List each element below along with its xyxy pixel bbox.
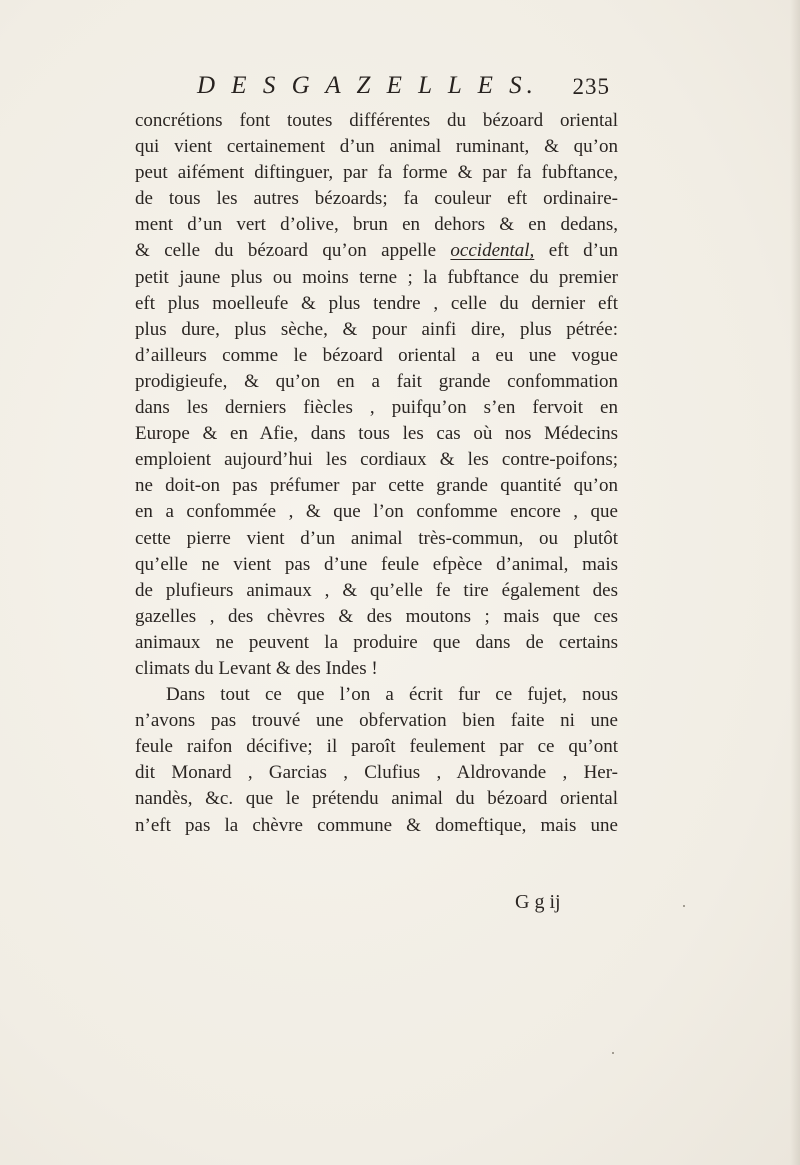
- text-segment: n’eft pas la chèvre commune & domeftique, mais une: [135, 814, 618, 836]
- page-number: 235: [572, 74, 610, 99]
- paper-speck: [612, 1052, 614, 1054]
- text-line: [135, 734, 618, 760]
- text-line: [135, 473, 618, 499]
- running-head: D E S G A Z E L L E S.: [197, 72, 538, 99]
- text-segment: eft d’un: [534, 240, 618, 262]
- text-segment: ne doit-on pas préfumer par cette grande quantité qu’on: [135, 475, 618, 497]
- paper-speck: [683, 905, 685, 907]
- text-segment: Europe & en Afie, dans tous les cas où nos Médecins: [135, 423, 618, 445]
- text-line: [135, 630, 618, 656]
- italic-term: occidental,: [450, 240, 535, 262]
- text-line: [135, 238, 618, 264]
- text-segment: dit Monard , Garcias , Clufius , Aldrovande , Her-: [135, 762, 618, 784]
- text-line: [135, 786, 618, 812]
- text-segment: prodigieufe, & qu’on en a fait grande confommation: [135, 370, 618, 392]
- text-line: [135, 134, 618, 160]
- text-line: [135, 186, 618, 212]
- text-segment: petit jaune plus ou moins terne ; la fubftance du premier: [135, 266, 618, 288]
- text-segment: qui vient certainement d’un animal ruminant, & qu’on: [135, 136, 618, 158]
- text-line: [135, 708, 618, 734]
- text-segment: de plufieurs animaux , & qu’elle fe tire également des: [135, 579, 618, 601]
- text-line: [135, 421, 618, 447]
- text-line: [135, 447, 618, 473]
- text-segment: plus dure, plus sèche, & pour ainfi dire, plus pétrée:: [135, 318, 618, 340]
- text-segment: nandès, &c. que le prétendu animal du bézoard oriental: [135, 788, 618, 810]
- text-line: [135, 291, 618, 317]
- text-segment: peut aifément diftinguer, par fa forme & par fa fubftance,: [135, 162, 618, 184]
- text-segment: feule raifon décifive; il paroît feulement par ce qu’ont: [135, 736, 618, 758]
- text-line: [135, 578, 618, 604]
- text-line: [135, 604, 618, 630]
- text-segment: d’ailleurs comme le bézoard oriental a eu une vogue: [135, 344, 618, 366]
- text-segment: & celle du bézoard qu’on appelle: [135, 240, 451, 262]
- text-segment: de tous les autres bézoards; fa couleur eft ordinaire-: [135, 188, 618, 210]
- text-line: [135, 760, 618, 786]
- text-line: [135, 682, 618, 708]
- text-line: [135, 526, 618, 552]
- text-line: [135, 343, 618, 369]
- text-segment: climats du Levant & des Indes !: [135, 657, 378, 679]
- text-line: [135, 212, 618, 238]
- page-edge-shadow: [790, 0, 800, 1165]
- text-line: [135, 813, 618, 839]
- text-line: [135, 656, 618, 682]
- signature-mark: G g ij: [515, 891, 561, 913]
- text-line: [135, 317, 618, 343]
- text-line: [135, 499, 618, 525]
- text-segment: n’avons pas trouvé une obfervation bien faite ni une: [135, 710, 618, 732]
- text-segment: en a confommée , & que l’on confomme encore , que: [135, 501, 618, 523]
- text-segment: Dans tout ce que l’on a écrit fur ce fujet, nous: [166, 684, 618, 706]
- text-line: [135, 395, 618, 421]
- text-segment: emploient aujourd’hui les cordiaux & les contre-poifons;: [135, 449, 618, 471]
- text-segment: ment d’un vert d’olive, brun en dehors & en dedans,: [135, 214, 618, 236]
- text-segment: cette pierre vient d’un animal très-commun, ou plutôt: [135, 527, 618, 549]
- text-segment: concrétions font toutes différentes du bézoard oriental: [135, 110, 618, 131]
- text-segment: gazelles , des chèvres & des moutons ; mais que ces: [135, 605, 618, 627]
- text-segment: dans les derniers fiècles , puifqu’on s’en fervoit en: [135, 397, 618, 419]
- text-line: [135, 552, 618, 578]
- text-segment: qu’elle ne vient pas d’une feule efpèce d’animal, mais: [135, 553, 618, 575]
- text-segment: animaux ne peuvent la produire que dans de certains: [135, 631, 618, 653]
- text-line: [135, 369, 618, 395]
- text-line: [135, 108, 618, 134]
- body-text: [135, 108, 618, 839]
- text-line: [135, 265, 618, 291]
- page-header: [185, 72, 610, 106]
- text-segment: eft plus moelleufe & plus tendre , celle du dernier eft: [135, 292, 618, 314]
- text-line: [135, 160, 618, 186]
